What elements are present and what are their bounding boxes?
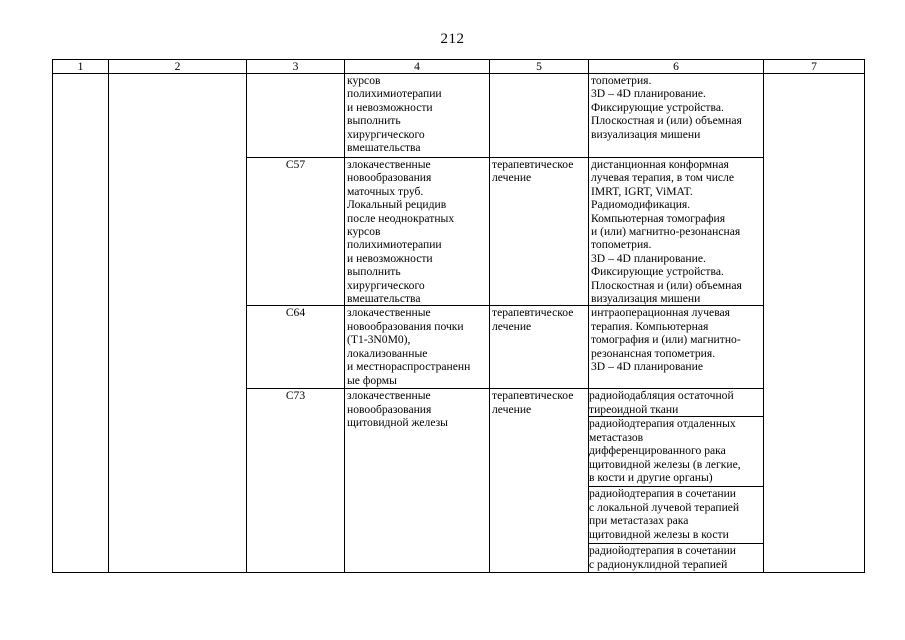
cell-col-1-empty bbox=[53, 74, 109, 573]
method-item: радиойодтерапия отдаленных метастазов дифференцированного рака щитовидной железы (в легкие, в кости и другие органы) bbox=[589, 417, 764, 487]
method-item: радиойодтерапия в сочетании с радионуклидной терапией bbox=[589, 544, 737, 571]
page-number: 212 bbox=[440, 31, 465, 47]
cell-disease: злокачественные новообразования щитовидной железы bbox=[345, 389, 490, 573]
header-col-5: 5 bbox=[490, 60, 589, 74]
cell-treatment-type bbox=[490, 74, 589, 158]
cell-method-group bbox=[589, 389, 764, 573]
cell-disease: злокачественные новообразования маточных труб. Локальный рецидив после неоднократных курсов полихимиотерапии и невозможности выполнить хирургического вмешательства bbox=[345, 158, 490, 306]
cell-treatment-type: терапевтическое лечение bbox=[490, 389, 589, 573]
medical-care-table bbox=[52, 59, 865, 573]
header-col-3: 3 bbox=[247, 60, 345, 74]
cell-method: интраоперационная лучевая терапия. Компьютерная томография и (или) магнитно- резонансная топометрия. 3D – 4D планирование bbox=[589, 306, 764, 389]
header-col-4: 4 bbox=[345, 60, 490, 74]
cell-code: C73 bbox=[247, 389, 345, 573]
header-col-6: 6 bbox=[589, 60, 764, 74]
cell-code bbox=[247, 74, 345, 158]
cell-disease: злокачественные новообразования почки (T1-3N0M0), локализованные и местнораспространенн ые формы bbox=[345, 306, 490, 389]
cell-method: топометрия. 3D – 4D планирование. Фиксирующие устройства. Плоскостная и (или) объемная визуализация мишени bbox=[589, 74, 764, 158]
cell-col-7-empty bbox=[764, 74, 865, 573]
method-item: радиойодабляция остаточной тиреоидной ткани bbox=[589, 389, 764, 417]
header-col-7: 7 bbox=[764, 60, 865, 74]
cell-code: C57 bbox=[247, 158, 345, 306]
cell-method: дистанционная конформная лучевая терапия, в том числе IMRT, IGRT, ViMAT. Радиомодификация. Компьютерная томография и (или) магнитно-резонансная топометрия. 3D – 4D планирование. Фиксирующие устройства. Плоскостная и (или) объемная визуализация мишени bbox=[589, 158, 764, 306]
table-row bbox=[53, 74, 865, 158]
table-header-row bbox=[53, 60, 865, 74]
cell-code: C64 bbox=[247, 306, 345, 389]
cell-treatment-type: терапевтическое лечение bbox=[490, 158, 589, 306]
method-item: радиойодтерапия в сочетании с локальной лучевой терапией при метастазах рака щитовидной железы в кости bbox=[589, 487, 764, 544]
cell-treatment-type: терапевтическое лечение bbox=[490, 306, 589, 389]
header-col-1: 1 bbox=[53, 60, 109, 74]
cell-col-2-empty bbox=[109, 74, 247, 573]
header-col-2: 2 bbox=[109, 60, 247, 74]
cell-disease: курсов полихимиотерапии и невозможности выполнить хирургического вмешательства bbox=[345, 74, 490, 158]
